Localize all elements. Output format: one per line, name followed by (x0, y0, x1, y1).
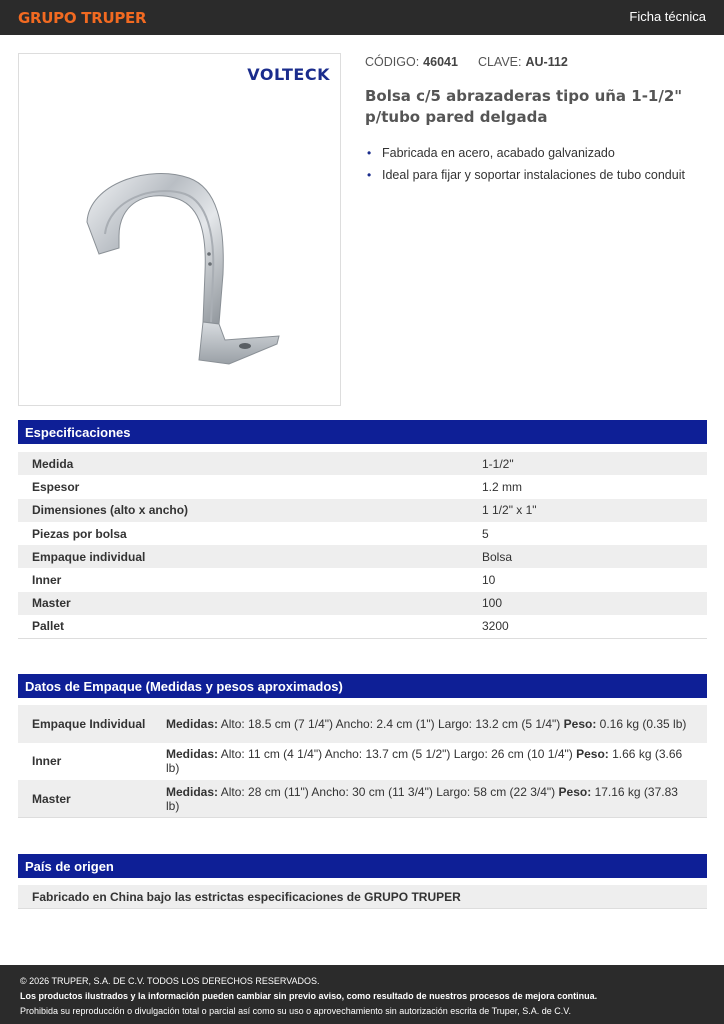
volteck-logo: VOLTECK (247, 65, 330, 84)
product-title: Bolsa c/5 abrazaderas tipo uña 1-1/2" p/tubo pared delgada (365, 87, 683, 126)
origin-heading: País de origen (18, 854, 707, 878)
package-label: Master (18, 780, 166, 818)
table-row (18, 545, 707, 568)
package-measures: Alto: 11 cm (4 1/4") Ancho: 13.7 cm (5 1/2") Largo: 26 cm (10 1/4") (220, 747, 573, 762)
spec-value: 1 1/2" x 1" (468, 499, 707, 522)
brand-logo (18, 9, 146, 27)
spec-label: Dimensiones (alto x ancho) (18, 499, 468, 522)
table-row (18, 522, 707, 545)
packaging-heading: Datos de Empaque (Medidas y pesos aproximados) (18, 674, 707, 698)
table-row (18, 568, 707, 591)
spec-value: 100 (468, 592, 707, 615)
packaging-table (18, 705, 707, 818)
spec-value: 1.2 mm (468, 475, 707, 498)
spec-label: Inner (18, 568, 468, 591)
product-key: AU-112 (525, 55, 568, 69)
table-row (18, 475, 707, 498)
origin-text: Fabricado en China bajo las estrictas especificaciones de GRUPO TRUPER (18, 885, 707, 909)
table-row (18, 705, 707, 743)
feature-item: • Ideal para fijar y soportar instalaciones de tubo conduit (367, 168, 685, 183)
package-details (166, 743, 707, 781)
spec-label: Pallet (18, 615, 468, 638)
spec-label: Medida (18, 452, 468, 475)
specs-heading: Especificaciones (18, 420, 707, 444)
weight-label: Peso: (563, 716, 597, 731)
table-row (18, 780, 707, 818)
spec-label: Empaque individual (18, 545, 468, 568)
package-weight: 17.16 kg (37.83 lb) (166, 784, 678, 813)
top-bar (0, 0, 724, 35)
package-weight: 0.16 kg (0.35 lb) (599, 716, 687, 731)
package-measures: Alto: 18.5 cm (7 1/4") Ancho: 2.4 cm (1") Largo: 13.2 cm (5 1/4") (220, 716, 561, 731)
sheet-label: Ficha técnica (629, 9, 706, 24)
footer-notice: Los productos ilustrados y la información pueden cambiar sin previo aviso, como resultado de nuestros procesos de mejora continua. (20, 991, 598, 1001)
spec-label: Master (18, 592, 468, 615)
feature-item: • Fabricada en acero, acabado galvanizado (367, 146, 685, 161)
footer-legal: Prohibida su reproducción o divulgación total o parcial así como su uso o aprovechamiento sin autorización escrita de Truper, S.A. de C.V. (20, 1006, 571, 1016)
package-label: Inner (18, 743, 166, 781)
key-label: CLAVE: (477, 55, 522, 69)
spec-value: 3200 (468, 615, 707, 638)
spec-value: 1-1/2" (468, 452, 707, 475)
product-codes (365, 55, 568, 69)
table-row (18, 615, 707, 638)
specs-table (18, 452, 707, 639)
measures-label: Medidas: (166, 784, 219, 799)
spec-label: Espesor (18, 475, 468, 498)
measures-label: Medidas: (166, 747, 219, 762)
footer (0, 965, 724, 1024)
package-details (166, 705, 707, 743)
code-label: CÓDIGO: (365, 55, 420, 69)
table-row (18, 743, 707, 781)
pipe-clamp-icon (79, 164, 284, 379)
spec-value: 10 (468, 568, 707, 591)
product-image-box (18, 53, 341, 406)
brand-part2: TRUPER (81, 9, 147, 27)
weight-label: Peso: (558, 784, 592, 799)
spec-value: Bolsa (468, 545, 707, 568)
package-details (166, 780, 707, 818)
package-measures: Alto: 28 cm (11") Ancho: 30 cm (11 3/4") Largo: 58 cm (22 3/4") (220, 784, 556, 799)
footer-copyright: © 2026 TRUPER, S.A. DE C.V. TODOS LOS DERECHOS RESERVADOS. (20, 976, 320, 986)
table-row (18, 499, 707, 522)
spec-value: 5 (468, 522, 707, 545)
feature-list (367, 146, 685, 190)
brand-part1: GRUPO (18, 9, 77, 27)
measures-label: Medidas: (166, 716, 219, 731)
table-row (18, 592, 707, 615)
weight-label: Peso: (576, 747, 609, 762)
product-code: 46041 (423, 55, 458, 69)
table-row (18, 452, 707, 475)
spec-label: Piezas por bolsa (18, 522, 468, 545)
package-label: Empaque Individual (18, 705, 166, 743)
package-weight: 1.66 kg (3.66 lb) (166, 747, 683, 776)
